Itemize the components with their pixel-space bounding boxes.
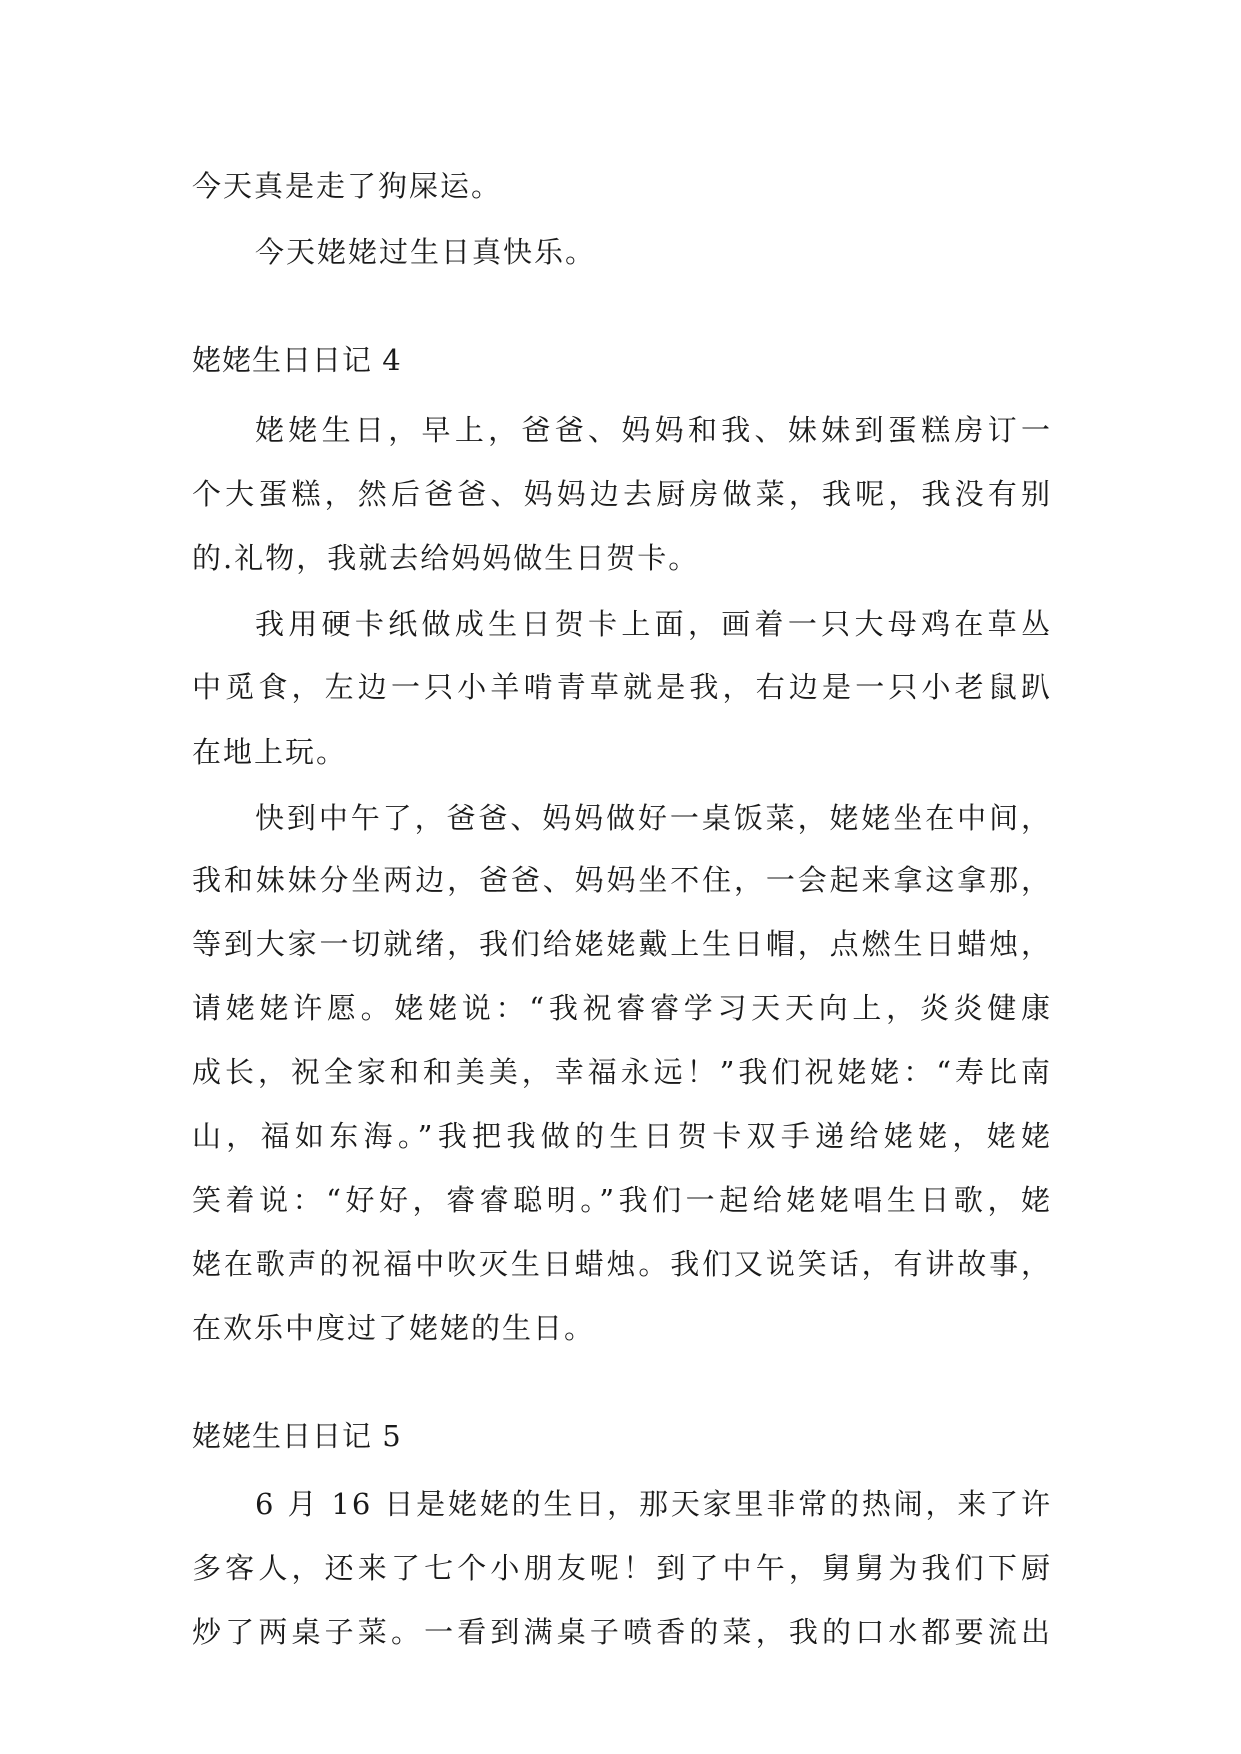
text-line: 我用硬卡纸做成生日贺卡上面，画着一只大母鸡在草丛 bbox=[255, 607, 1052, 641]
text-line: 在欢乐中度过了姥姥的生日。 bbox=[192, 1311, 596, 1345]
text-line: 笑着说：“好好，睿睿聪明。”我们一起给姥姥唱生日歌，姥 bbox=[192, 1183, 1052, 1217]
text-line: 请姥姥许愿。姥姥说：“我祝睿睿学习天天向上，炎炎健康 bbox=[192, 991, 1052, 1025]
text-line: 姥姥生日，早上，爸爸、妈妈和我、妹妹到蛋糕房订一 bbox=[255, 413, 1052, 447]
section-heading-5: 姥姥生日日记 5 bbox=[192, 1419, 402, 1453]
text-line: 的.礼物，我就去给妈妈做生日贺卡。 bbox=[192, 541, 700, 575]
text-line: 多客人，还来了七个小朋友呢！到了中午，舅舅为我们下厨 bbox=[192, 1551, 1052, 1585]
text-line: 等到大家一切就绪，我们给姥姥戴上生日帽，点燃生日蜡烛， bbox=[192, 927, 1052, 961]
text-line: 成长，祝全家和和美美，幸福永远！”我们祝姥姥：“寿比南 bbox=[192, 1055, 1052, 1089]
text-line: 个大蛋糕，然后爸爸、妈妈边去厨房做菜，我呢，我没有别 bbox=[192, 477, 1052, 511]
section-heading-4: 姥姥生日日记 4 bbox=[192, 343, 402, 377]
text-line: 今天真是走了狗屎运。 bbox=[192, 169, 503, 203]
text-line: 快到中午了，爸爸、妈妈做好一桌饭菜，姥姥坐在中间， bbox=[255, 801, 1052, 835]
text-line: 今天姥姥过生日真快乐。 bbox=[255, 235, 597, 269]
text-line: 我和妹妹分坐两边，爸爸、妈妈坐不住，一会起来拿这拿那， bbox=[192, 863, 1052, 897]
text-line: 山，福如东海。”我把我做的生日贺卡双手递给姥姥，姥姥 bbox=[192, 1119, 1052, 1153]
text-line: 6 月 16 日是姥姥的生日，那天家里非常的热闹，来了许 bbox=[255, 1487, 1052, 1521]
text-line: 在地上玩。 bbox=[192, 735, 348, 769]
text-line: 中觅食，左边一只小羊啃青草就是我，右边是一只小老鼠趴 bbox=[192, 670, 1052, 704]
text-line: 姥在歌声的祝福中吹灭生日蜡烛。我们又说笑话，有讲故事， bbox=[192, 1247, 1052, 1281]
text-line: 炒了两桌子菜。一看到满桌子喷香的菜，我的口水都要流出 bbox=[192, 1615, 1052, 1649]
